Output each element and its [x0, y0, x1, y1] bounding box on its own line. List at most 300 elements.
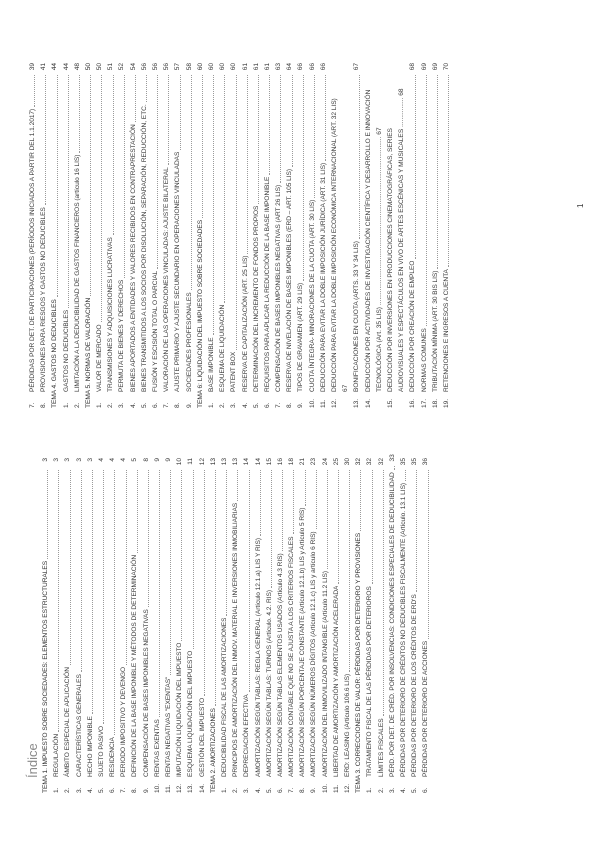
toc-page-number: 5	[131, 458, 139, 462]
toc-page-number: 60	[196, 63, 204, 71]
toc-entry-number: 2.	[73, 402, 81, 408]
toc-entry-label: RENTAS EXENTAS	[153, 719, 161, 777]
toc-entry-number: 5.	[252, 402, 260, 408]
toc-entry-label: VALORACIÓN DE LAS OPERACIONES VINCULADAS: AJUSTE BILATERAL	[163, 167, 171, 392]
toc-entry-number: 1.	[220, 787, 228, 793]
toc-entry-number: 15.	[386, 398, 394, 408]
toc-entry-number: 6.	[263, 402, 271, 408]
dot-leader	[45, 75, 46, 205]
toc-entry-number: 7.	[163, 402, 171, 408]
toc-page-number: 30	[344, 458, 352, 466]
toc-entry	[163, 458, 174, 793]
toc-page-number: 60	[230, 63, 238, 71]
toc-page-number: 32	[366, 458, 374, 466]
dot-leader	[124, 75, 125, 278]
dot-leader	[90, 75, 91, 296]
toc-entry	[172, 63, 183, 408]
toc-page-number: 52	[118, 63, 126, 71]
toc-entry-label: ÁMBITO ESPECIAL DE APLICACIÓN	[64, 667, 72, 777]
toc-page-number: 67	[353, 63, 361, 71]
toc-entry-label: DEDUCCIÓN PARA EVITAR LA DOBLE IMPOSICIÓN ECONÓMICA INTERNACIONAL (ART. 32 LIS)	[331, 98, 339, 392]
toc-entry-label: LÍMITES FISCALES	[377, 718, 385, 777]
dot-leader	[126, 470, 127, 665]
toc-entry-label: PERMUTA DE BIENES Y DERECHOS	[118, 279, 126, 392]
toc-entry-number: 17.	[420, 398, 428, 408]
dot-leader	[191, 75, 192, 290]
dot-leader	[92, 470, 93, 714]
dot-leader	[325, 75, 326, 161]
toc-entry-number: 16.	[409, 398, 417, 408]
toc-page-number: 11	[187, 458, 195, 465]
toc-page-number: 35	[399, 458, 407, 466]
toc-entry	[320, 458, 331, 793]
toc-entry-number: 3.	[230, 402, 238, 408]
toc-page-number: 60	[219, 63, 227, 71]
toc-entry-label: REQUISITOS PARA APLICAR LA REDUCCIÓN DE LA BASE IMPONIBLE	[263, 176, 271, 392]
toc-entry-number: 3.	[388, 787, 396, 793]
toc-entry-label: AMORTIZACIÓN DEL INMOVILIZADO INTANGIBLE (Artículo 11.2 LIS)	[321, 571, 329, 777]
toc-page-number: 8	[142, 458, 150, 462]
toc-entry	[150, 63, 161, 408]
toc-page-number: 13	[209, 458, 217, 466]
toc-page-number: 70	[442, 63, 450, 71]
toc-entry	[139, 63, 150, 408]
toc-entry	[385, 63, 396, 408]
toc-section-heading	[353, 458, 364, 793]
toc-page-number: 18	[288, 458, 296, 466]
toc-entry	[284, 63, 295, 408]
dot-leader	[327, 470, 328, 569]
toc-entry-label: DEDUCCIÓN POR ACTIVIDADES DE INVESTIGACIÓN CIENTÍFICA Y DESARROLLO E INNOVACIÓN	[364, 89, 372, 392]
toc-entry-label: RENTAS NEGATIVAS "EXENTAS"	[165, 676, 173, 777]
toc-entry-continuation: 67	[342, 384, 350, 392]
toc-entry	[441, 63, 452, 408]
toc-entry	[309, 458, 320, 793]
toc-page-number: 54	[129, 63, 137, 71]
toc-entry-label: BONIFICACIONES EN CUOTA (ARTS. 33 Y 34 LIS)	[353, 241, 361, 392]
toc-entry-label: CARACTERÍSTICAS GENERALES	[75, 674, 83, 777]
toc-entry-number: 5.	[411, 787, 419, 793]
dot-leader	[47, 470, 48, 559]
toc-page-number: 24	[321, 458, 329, 466]
toc-entry	[253, 458, 264, 793]
toc-entry-label: PERIODO IMPOSITIVO Y DEVENGO	[120, 666, 128, 777]
toc-section-heading	[49, 63, 60, 408]
toc-entry	[264, 458, 275, 793]
dot-leader	[224, 75, 225, 303]
toc-page-number: 69	[431, 63, 439, 71]
toc-entry-label: RESERVA DE CAPITALIZACIÓN (ART. 25 LIS)	[241, 255, 249, 392]
toc-page-number: 36	[422, 458, 430, 466]
toc-entry-number: 5.	[265, 787, 273, 793]
dot-leader	[349, 470, 350, 672]
toc-entry	[297, 458, 308, 793]
toc-entry-label: SUJETO PASIVO	[97, 725, 105, 777]
toc-entry	[363, 63, 374, 408]
toc-entry-number: 4.	[86, 787, 94, 793]
toc-entry-label: CUOTA ÍNTEGRA- MINORACIONES DE LA CUOTA (ART. 30 LIS)	[308, 199, 316, 392]
toc-entry-number: 8.	[299, 787, 307, 793]
toc-entry-label: FUSIÓN Y ESCISIÓN TOTAL O PARCIAL	[152, 270, 160, 392]
dot-leader	[204, 470, 205, 696]
toc-entry-label: AMORTIZACIÓN SEGÚN TABLAS: TURNOS (Artículo. 4.2. RIS)	[265, 590, 273, 777]
toc-entry	[420, 458, 431, 793]
dot-leader	[34, 75, 35, 107]
toc-entry	[62, 458, 73, 793]
toc-entry	[74, 458, 85, 793]
toc-page-number: 13	[232, 458, 240, 466]
dot-leader	[202, 75, 203, 218]
toc-entry-number: 9.	[310, 787, 318, 793]
toc-entry-label: TEMA 5. NORMAS DE VALORACIÓN	[84, 297, 92, 408]
toc-entry-label: PROVISIONES PARA RIESGOS Y GASTOS NO DEDUCIBLES	[40, 207, 48, 392]
toc-entry	[318, 63, 329, 408]
toc-page-number: 25	[332, 458, 340, 466]
toc-entry-number: 1.	[53, 787, 61, 793]
dot-leader	[338, 470, 339, 584]
toc-page-number: 66	[297, 63, 305, 71]
dot-leader	[280, 75, 281, 183]
toc-section-heading	[83, 63, 94, 408]
toc-entry-label: COMPENSACIÓN DE BASES IMPONIBLES NEGATIVAS (ART 26 LIS)	[275, 184, 283, 392]
toc-entry-label: ERD: LEASING (Artículo 106.6 LIS)	[344, 673, 352, 777]
dot-leader	[271, 470, 272, 588]
toc-entry-number: 2.	[232, 787, 240, 793]
dot-leader	[70, 470, 71, 665]
toc-entry-label: LIMITACIÓN A LA DEDUCIBILIDAD DE GASTOS FINANCIEROS (artículo 16 LIS)	[73, 154, 81, 392]
toc-page-number: 3	[86, 458, 94, 462]
toc-entry-label: AMORTIZACIÓN CONTABLE QUE NO SE AJUSTA A LOS CRITERIOS FISCALES	[288, 536, 296, 777]
toc-entry-number: 10.	[153, 783, 161, 793]
toc-entry-label: ESQUEMA LIQUIDACIÓN DEL IMPUESTO	[187, 650, 195, 777]
toc-entry-label: RESIDENCIA	[109, 737, 117, 777]
toc-right-column	[27, 63, 452, 408]
toc-left-column	[40, 454, 432, 793]
toc-entry-label: TEMA 3. CORRECCIONES DE VALOR: PÉRDIDAS POR DETERIORO Y PROVISIONES	[355, 532, 363, 793]
dot-leader	[159, 470, 160, 717]
toc-entry-label: PÉRDIDAS POR DETERIORO DE ACCIONES	[422, 640, 430, 777]
toc-entry-label: AMORTIZACIÓN SEGÚN TABLAS: REGLA GENERAL (Artículo 12.1.a) LIS Y RIS)	[254, 537, 262, 777]
toc-page-number: 57	[174, 63, 182, 71]
dot-leader	[426, 75, 427, 326]
toc-entry-label: DEDUCCIÓN POR CREACIÓN DE EMPLEO	[409, 260, 417, 392]
toc-page-number: 4	[120, 458, 128, 462]
toc-entry-label: TEMA 1. IMPUESTO SOBRE SOCIEDADES: ELEMENTOS ESTRUCTURALES	[41, 560, 49, 793]
dot-leader	[81, 470, 82, 672]
toc-entry	[329, 63, 340, 408]
toc-entry-label: DEDUCIBILIDAD FISCAL DE LAS AMORTIZACIONES	[220, 617, 228, 777]
toc-section-heading	[195, 63, 206, 408]
dot-leader	[148, 470, 149, 607]
toc-entry	[61, 63, 72, 408]
toc-entry-number: 7.	[28, 402, 36, 408]
toc-entry	[409, 458, 420, 793]
dot-leader	[226, 470, 227, 616]
toc-page-number: 48	[73, 63, 81, 71]
toc-entry-number: 6.	[152, 402, 160, 408]
toc-entry-number: 4.	[254, 787, 262, 793]
dot-leader	[157, 75, 158, 269]
toc-page-number: 4	[109, 458, 117, 462]
toc-entry	[398, 458, 409, 793]
toc-entry-label: TEMA 2. AMORTIZACIONES	[209, 708, 217, 793]
toc-entry	[174, 458, 185, 793]
dot-leader	[437, 75, 438, 269]
toc-entry	[197, 458, 208, 793]
toc-entry	[105, 63, 116, 408]
toc-entry	[296, 63, 307, 408]
toc-entry-label: BIENES TRANSMITIDOS A LOS SOCIOS POR DISOLUCIÓN, SEPARACIÓN, REDUCCIÓN, ETC.	[140, 104, 148, 392]
toc-page-number: 63	[275, 63, 283, 71]
toc-entry	[219, 458, 230, 793]
toc-entry	[230, 458, 241, 793]
toc-page-number: 32	[355, 458, 363, 466]
toc-entry	[376, 458, 387, 793]
toc-entry-number: 2.	[219, 402, 227, 408]
toc-entry-label: AJUSTE PRIMARIO Y AJUSTE SECUNDARIO EN OPERACIONES VINCULADAS	[174, 151, 182, 392]
dot-leader	[137, 470, 138, 553]
toc-entry-label: HECHO IMPONIBLE	[86, 716, 94, 777]
toc-entry-label: AMORTIZACIÓN SEGÚN NÚMEROS DÍGITOS (Artículo 12.1.c) LIS y artículo 6 RIS)	[310, 531, 318, 777]
toc-page-number: 44	[62, 63, 70, 71]
toc-entry	[364, 458, 375, 793]
toc-entry-number: 12.	[344, 783, 352, 793]
toc-entry-number: 18.	[431, 398, 439, 408]
page-number: 1	[576, 203, 585, 208]
toc-entry	[161, 63, 172, 408]
toc-entry-label: DETERMINACIÓN DEL INCREMENTO DE FONDOS PROPIOS	[252, 205, 260, 392]
toc-entry	[130, 458, 141, 793]
toc-entry-label: SOCIEDADES PROFESIONALES	[185, 292, 193, 392]
toc-entry-number: 7.	[120, 787, 128, 793]
toc-page-number: 14	[254, 458, 262, 466]
toc-entry-number: 13.	[187, 783, 195, 793]
toc-entry	[331, 458, 342, 793]
dot-leader	[258, 75, 259, 204]
dot-leader	[415, 75, 416, 259]
toc-entry	[275, 458, 286, 793]
dot-leader	[269, 75, 270, 175]
toc-entry-label: ESQUEMA DE LIQUIDACIÓN	[219, 304, 227, 392]
toc-entry-label: TIPOS DE GRAVAMEN (ART. 29 LIS)	[297, 282, 305, 392]
toc-page-number: 21	[299, 458, 307, 466]
toc-entry-label: TEMA 4. GASTOS NO DEDUCIBLES	[51, 299, 59, 408]
toc-entry-label: BIENES APORTADOS A ENTIDADES Y VALORES RECIBIDOS EN CONTRAPRESTACIÓN	[129, 124, 137, 392]
toc-entry-label: TRATAMIENTO FISCAL DE LAS PÉRDIDAS POR DETERIOROS	[366, 586, 374, 777]
toc-page-number: 4	[97, 458, 105, 462]
toc-page-number: 3	[64, 458, 72, 462]
dot-leader	[237, 470, 238, 501]
toc-entry	[141, 458, 152, 793]
toc-entry-number: 12.	[176, 783, 184, 793]
dot-leader	[236, 75, 237, 350]
dot-leader	[193, 470, 194, 649]
toc-entry	[128, 63, 139, 408]
toc-entry	[94, 63, 105, 408]
toc-page-number: 13	[220, 458, 228, 466]
toc-entry-number: 4.	[399, 787, 407, 793]
toc-entry	[273, 63, 284, 408]
toc-page-number: 41	[40, 63, 48, 71]
toc-entry-label: DEDUCCIÓN POR INVERSIONES EN PRODUCCIONES CINEMATOGRÁFICAS, SERIES	[386, 128, 394, 392]
toc-entry-label: DEDUCCIÓN PARA EVITAR LA DOBLE IMPOSICIÓN JURÍDICA (ART. 31 LIS)	[319, 162, 327, 392]
toc-entry	[38, 63, 49, 408]
toc-page-number: 12	[198, 458, 206, 466]
toc-entry-number: 9.	[185, 402, 193, 408]
toc-page-number: 61	[252, 63, 260, 71]
toc-page-number: 14	[243, 458, 251, 466]
toc-page-number: 61	[241, 63, 249, 71]
toc-entry	[228, 63, 239, 408]
toc-entry-number: 3.	[75, 787, 83, 793]
toc-entry-number: 11.	[332, 784, 340, 793]
toc-entry	[117, 63, 128, 408]
toc-entry-number: 7.	[275, 402, 283, 408]
toc-entry-number: 1.	[96, 402, 104, 408]
toc-entry-number: 4.	[241, 402, 249, 408]
toc-page-number: 23	[310, 458, 318, 466]
toc-entry-number: 19.	[442, 398, 450, 408]
toc-entry-number: 10.	[321, 783, 329, 793]
toc-entry	[407, 63, 418, 408]
dot-leader	[58, 470, 59, 732]
toc-section-heading	[40, 458, 51, 793]
toc-entry	[262, 63, 273, 408]
toc-page-number: 10	[176, 458, 184, 466]
dot-leader	[293, 470, 294, 534]
dot-leader	[292, 75, 293, 167]
toc-entry-number: 6.	[276, 787, 284, 793]
toc-entry	[387, 454, 398, 793]
toc-page-number: 50	[84, 63, 92, 71]
toc-page-number: 32	[377, 458, 385, 466]
toc-entry	[241, 458, 252, 793]
toc-page-number: 33	[388, 454, 396, 462]
toc-entry-number: 12.	[331, 398, 339, 408]
dot-leader	[79, 75, 80, 153]
dot-leader	[316, 470, 317, 529]
toc-entry-number: 8.	[131, 787, 139, 793]
toc-entry	[251, 63, 262, 408]
toc-page-number: 16	[276, 458, 284, 466]
toc-entry	[184, 63, 195, 408]
dot-leader	[360, 470, 361, 531]
toc-entry	[118, 458, 129, 793]
toc-page-number: 35	[411, 458, 419, 466]
toc-entry-number: 14.	[198, 783, 206, 793]
toc-page-number: 3	[75, 458, 83, 462]
toc-entry-number: 5.	[97, 787, 105, 793]
toc-page-number: 3	[41, 458, 49, 462]
toc-entry-label: NORMAS COMUNES	[420, 328, 428, 392]
toc-entry-label: LIBERTAD DE AMORTIZACIÓN Y AMORTIZACIÓN ACELERADA	[332, 585, 340, 777]
toc-entry	[27, 63, 38, 408]
toc-page-number: 15	[265, 458, 273, 466]
toc-page-number: 66	[308, 63, 316, 71]
dot-leader	[314, 75, 315, 198]
toc-entry-label: PRINCIPIOS DE AMORTIZACIÓN DEL INMOV. MATERIAL E INVERSIONES INMOBILIARIAS	[232, 502, 240, 777]
toc-entry-number: 13.	[353, 398, 361, 408]
toc-entry-number: 1.	[366, 787, 374, 793]
toc-entry	[107, 458, 118, 793]
dot-leader	[383, 470, 384, 716]
toc-entry-label: GESTIÓN DEL IMPUESTO	[198, 697, 206, 777]
dot-leader	[303, 75, 304, 281]
index-heading: Índice	[25, 743, 40, 778]
toc-entry-number: 9.	[142, 787, 150, 793]
toc-entry-number: 1.	[207, 402, 215, 408]
dot-leader	[215, 470, 216, 706]
toc-entry-label: VALOR DE MERCADO	[96, 324, 104, 392]
toc-entry	[240, 63, 251, 408]
dot-leader	[135, 75, 136, 122]
toc-entry-number: 6.	[422, 787, 430, 793]
toc-entry	[96, 458, 107, 793]
toc-entry-number: 5.	[140, 402, 148, 408]
toc-entry-continuation: TECNOLÓGICA (Art. 35 LIS) ............................................................................................ 67	[375, 127, 383, 392]
toc-page-number: 69	[420, 63, 428, 71]
dot-leader	[394, 466, 395, 470]
toc-entry	[152, 458, 163, 793]
dot-leader	[249, 470, 250, 692]
toc-entry-number: 2.	[64, 787, 72, 793]
toc-entry-label: TRIBUTACIÓN MÍNIMA (ART. 30 BIS LIS)	[431, 270, 439, 392]
toc-entry-number: 3.	[118, 402, 126, 408]
toc-page-number: 66	[319, 63, 327, 71]
toc-entry-label: PÉRDIDAS POR DETERIORO DE CRÉDITOS NO DEDUCIBLES FISCALMENTE (Artículo. 13.1 LIS)	[399, 482, 407, 777]
toc-entry	[51, 458, 62, 793]
dot-leader	[101, 75, 102, 322]
toc-entry-number: 11.	[165, 784, 173, 793]
dot-leader	[405, 470, 406, 481]
dot-leader	[114, 470, 115, 735]
toc-entry-number: 8.	[40, 402, 48, 408]
toc-entry-label: PÉRD. POR DET. DE CRÉD. POR INSOLVENCIAS: CONDICIONES ESPECIALES DE DEDUCIBILIDAD	[388, 472, 396, 777]
toc-entry-label: GASTOS NO DEDUCIBLES	[62, 309, 70, 392]
dot-leader	[103, 470, 104, 724]
toc-entry-label: TRANSMISIONES Y ADQUISICIONES LUCRATIVAS	[107, 237, 115, 392]
dot-leader	[305, 470, 306, 506]
dot-leader	[260, 470, 261, 536]
toc-entry-label: COMPENSACIÓN DE BASES IMPONIBLES NEGATIVAS	[142, 609, 150, 777]
toc-entry	[185, 458, 196, 793]
toc-entry	[419, 63, 430, 408]
toc-page-number: 68	[409, 63, 417, 71]
toc-page-number: 60	[207, 63, 215, 71]
toc-entry	[206, 63, 217, 408]
toc-page-number: 61	[263, 63, 271, 71]
toc-entry	[85, 458, 96, 793]
toc-entry-label: PÉRDIDAS POR DET. DE PARTICIPACIONES (PERÍODOS INICIADOS A PARTIR DEL 1.1.2017)	[28, 108, 36, 392]
dot-leader	[180, 75, 181, 150]
toc-entry-number: 9.	[297, 402, 305, 408]
dot-leader	[213, 75, 214, 335]
toc-page-number: 58	[185, 63, 193, 71]
toc-entry	[217, 63, 228, 408]
dot-leader	[359, 75, 360, 239]
toc-entry-number: 10.	[308, 398, 316, 408]
toc-page-number: 56	[152, 63, 160, 71]
toc-entry-label: DEPRECIACIÓN EFECTIVA	[243, 694, 251, 777]
toc-section-heading	[208, 458, 219, 793]
toc-page-number: 3	[53, 458, 61, 462]
toc-entry-label: PÉRDIDAS POR DETERIORO DE LOS CRÉDITOS DE ERD'S	[411, 594, 419, 777]
toc-page-number: 44	[51, 63, 59, 71]
toc-page-number: 9	[153, 458, 161, 462]
toc-page-number: 50	[96, 63, 104, 71]
toc-entry-number: 8.	[174, 402, 182, 408]
toc-entry-number: 3.	[243, 787, 251, 793]
